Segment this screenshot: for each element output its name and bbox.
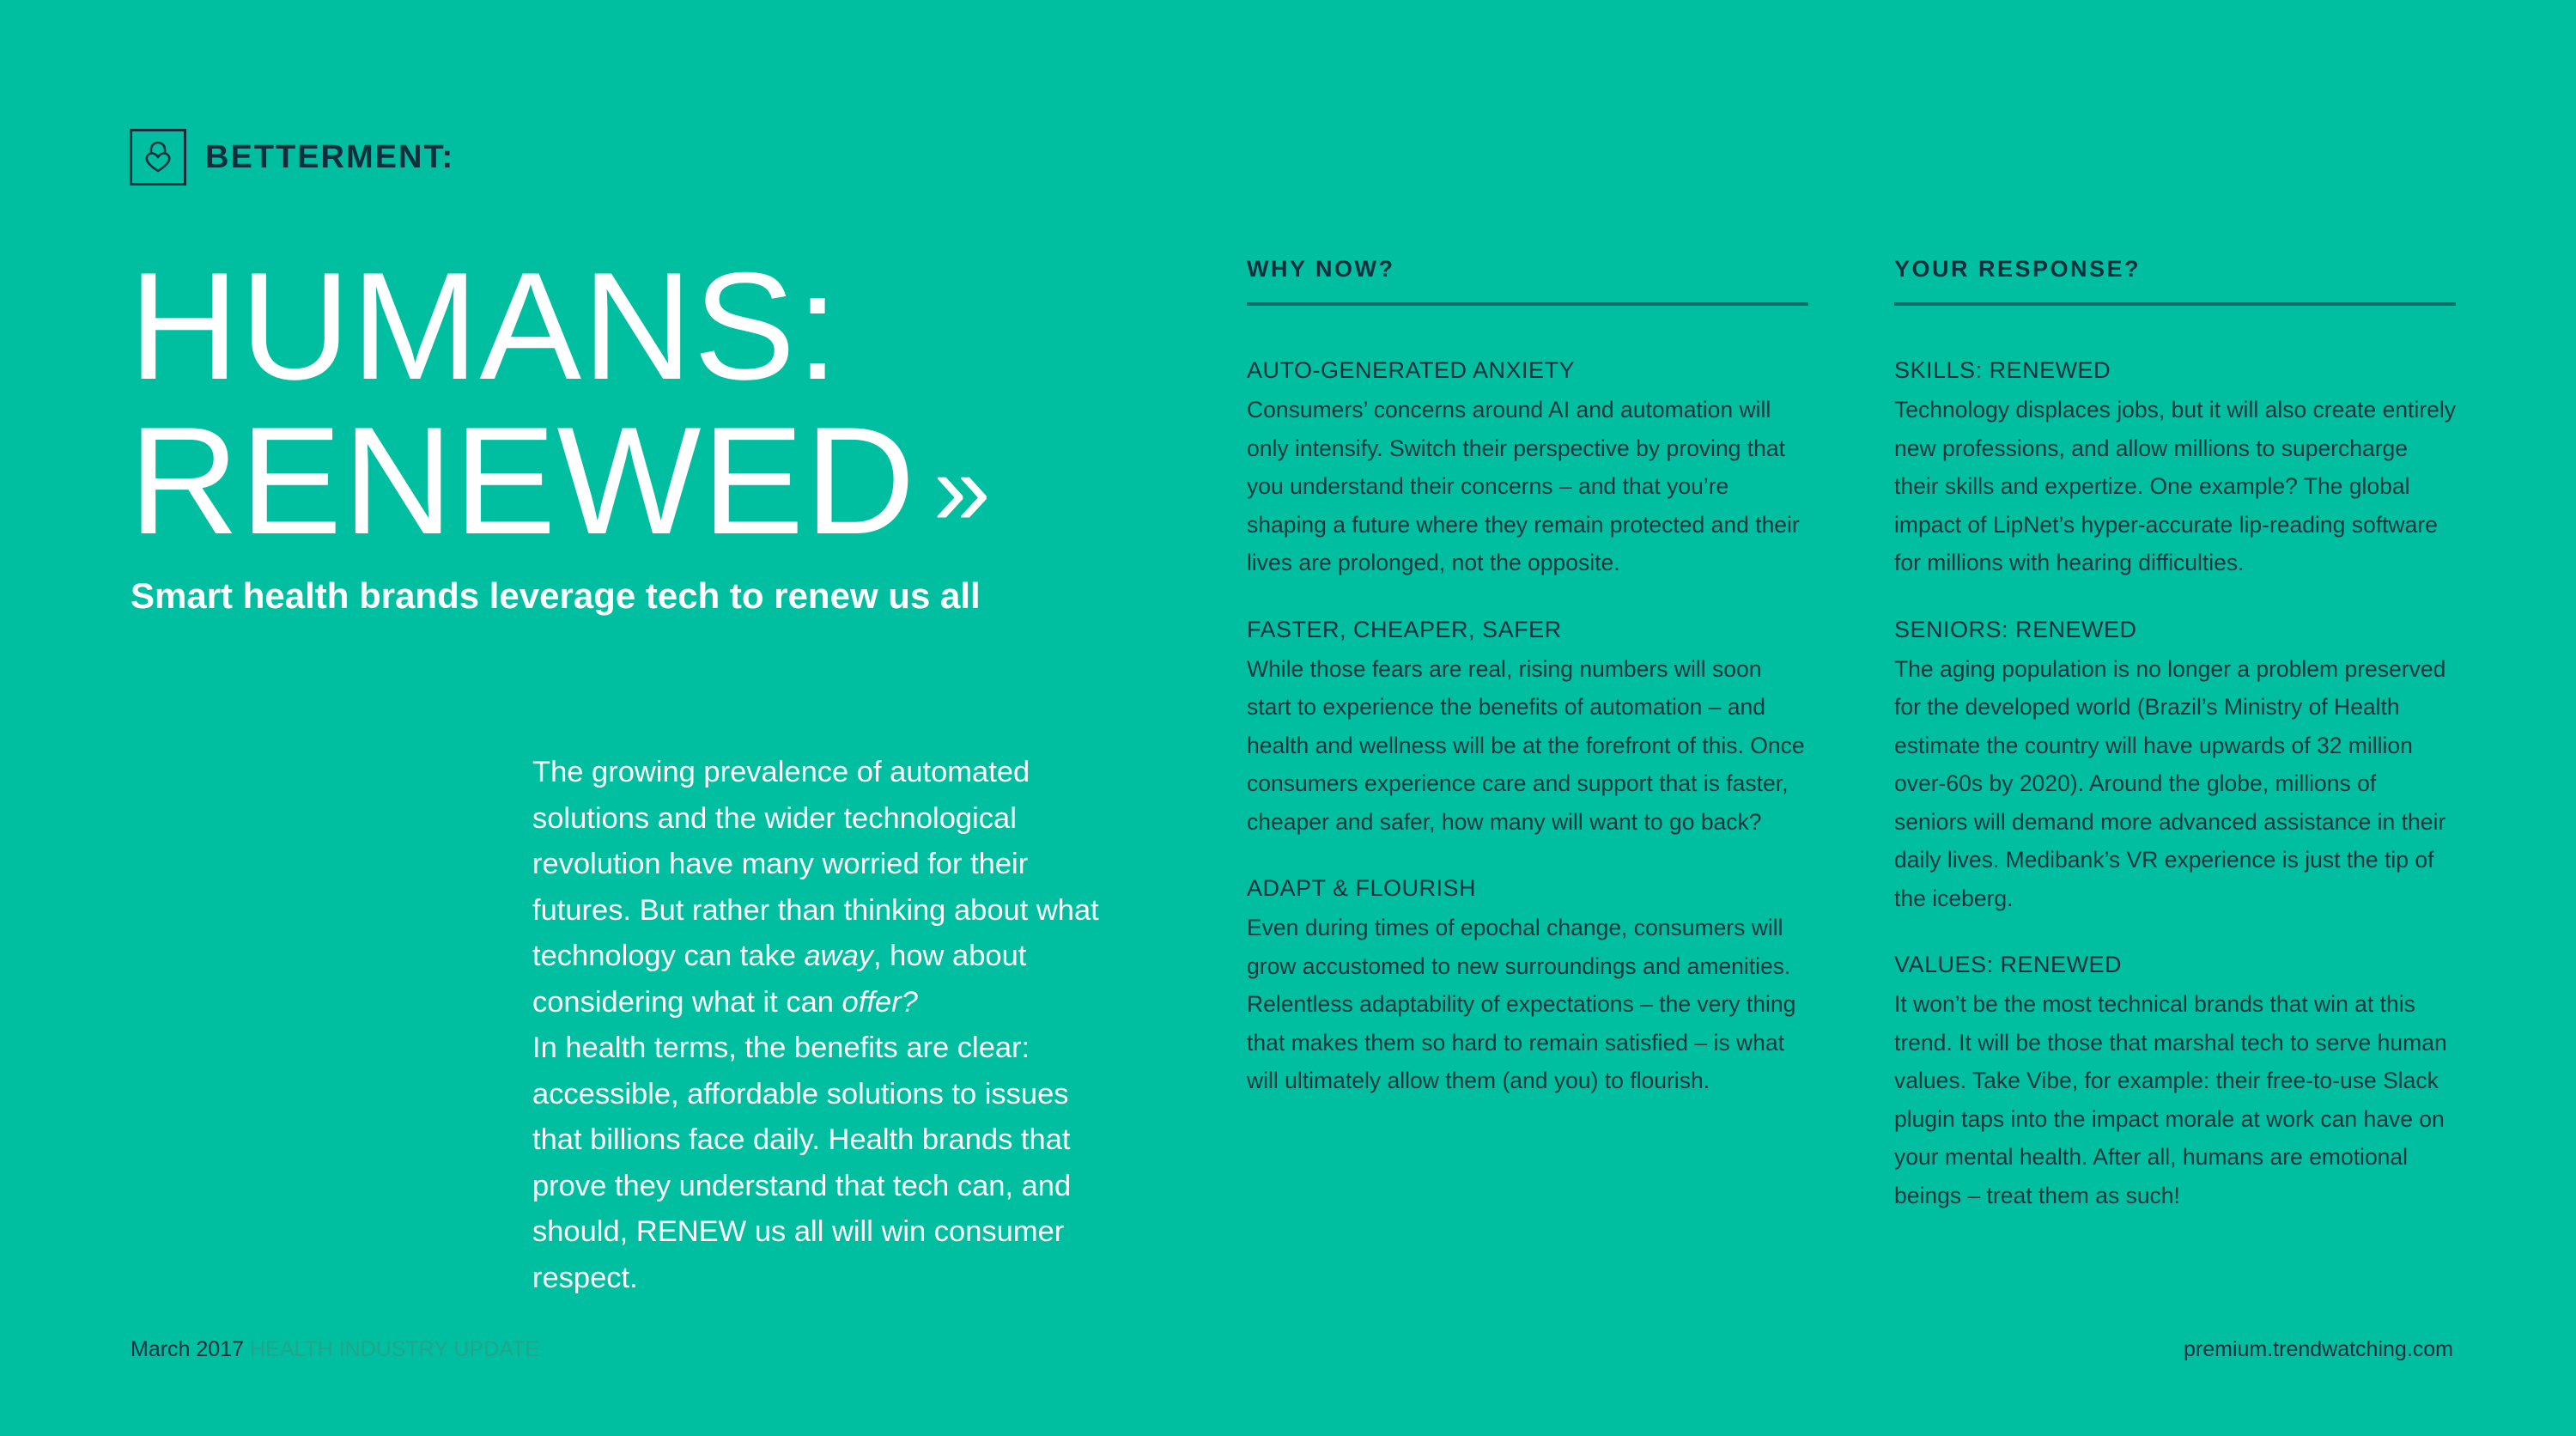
section-body: The aging population is no longer a problem preserved for the developed world (Brazil’s Ministry of Health estimate the country will have upwards of 32 million over-60s by 2020). Around the globe, millions of seniors will demand more advanced assistance in their daily lives. Medibank’s VR experience is just the tip of the iceberg. [1894, 655, 2446, 911]
section-body: It won’t be the most technical brands that win at this trend. It will be those that marshal tech to serve human values. Take Vibe, for example: their free-to-use Slack plugin taps into the impact morale at work can have on your mental health. After all, humans are emotional beings – treat them as such! [1894, 991, 2447, 1208]
divider [1247, 302, 1808, 306]
section-title: VALUES: RENEWED [1894, 952, 2123, 977]
section-title: SENIORS: RENEWED [1894, 616, 2137, 642]
category-label: BETTERMENT: [205, 138, 455, 175]
section-title: AUTO-GENERATED ANXIETY [1247, 357, 1576, 383]
footer-publication [131, 1337, 539, 1362]
lock-heart-icon [130, 129, 186, 186]
why-now-heading: WHY NOW? [1247, 256, 1395, 282]
page-subtitle: Smart health brands leverage tech to renew us all [131, 575, 981, 616]
title-line-2: RENEWED » [129, 395, 992, 566]
section-body: Even during times of epochal change, consumers will grow accustomed to new surroundings and amenities. Relentless adaptability of expectations – the very thing that makes them so hard to remain satisfied – is what will ultimately allow them (and you) to flourish. [1247, 915, 1796, 1093]
footer-website-link[interactable]: premium.trendwatching.com [2183, 1337, 2453, 1361]
why-now-section [1247, 875, 1808, 1100]
section-body: While those fears are real, rising numbers will soon start to experience the benefits of automation – and health and wellness will be at the forefront of this. Once consumers experience care and support that is faster, cheaper and safer, how many will want to go back? [1247, 655, 1805, 835]
page-title [129, 240, 992, 567]
section-body: Consumers’ concerns around AI and automation will only intensify. Switch their perspective by proving that you understand their concerns – and that you’re shaping a future where they remain protected and their lives are prolonged, not the opposite. [1247, 397, 1800, 575]
intro-text [532, 750, 1116, 1301]
double-arrow-icon: » [933, 432, 992, 547]
footer-publication-title: HEALTH INDUSTRY UPDATE [249, 1337, 540, 1361]
divider [1894, 302, 2456, 306]
response-section [1894, 617, 2456, 918]
section-title: FASTER, CHEAPER, SAFER [1247, 616, 1562, 642]
intro-paragraph-1: The growing prevalence of automated solutions and the wider technological revolution have many worried for their futures. But rather than thinking about what technology can take away, how about considering what it can offer? [532, 756, 1099, 1019]
title-line-1: HUMANS: [129, 240, 840, 411]
why-now-section [1247, 357, 1808, 582]
section-body: Technology displaces jobs, but it will also create entirely new professions, and allow millions to supercharge their skills and expertize. One example? The global impact of LipNet’s hyper-accurate lip-reading software for millions with hearing difficulties. [1894, 397, 2456, 575]
your-response-column [1894, 256, 2456, 1249]
intro-paragraph-2: In health terms, the benefits are clear: accessible, affordable solutions to issues that billions face daily. Health brands that prove they understand that tech can, and should, RENEW us all will win consumer respect. [532, 1031, 1072, 1294]
why-now-section [1247, 617, 1808, 842]
section-title: SKILLS: RENEWED [1894, 357, 2111, 383]
response-section [1894, 357, 2456, 582]
brand-header [130, 127, 454, 187]
your-response-heading: YOUR RESPONSE? [1894, 256, 2142, 282]
response-section [1894, 952, 2456, 1214]
why-now-column [1247, 256, 1808, 1135]
section-title: ADAPT & FLOURISH [1247, 875, 1477, 901]
footer-date: March 2017 [131, 1337, 245, 1361]
